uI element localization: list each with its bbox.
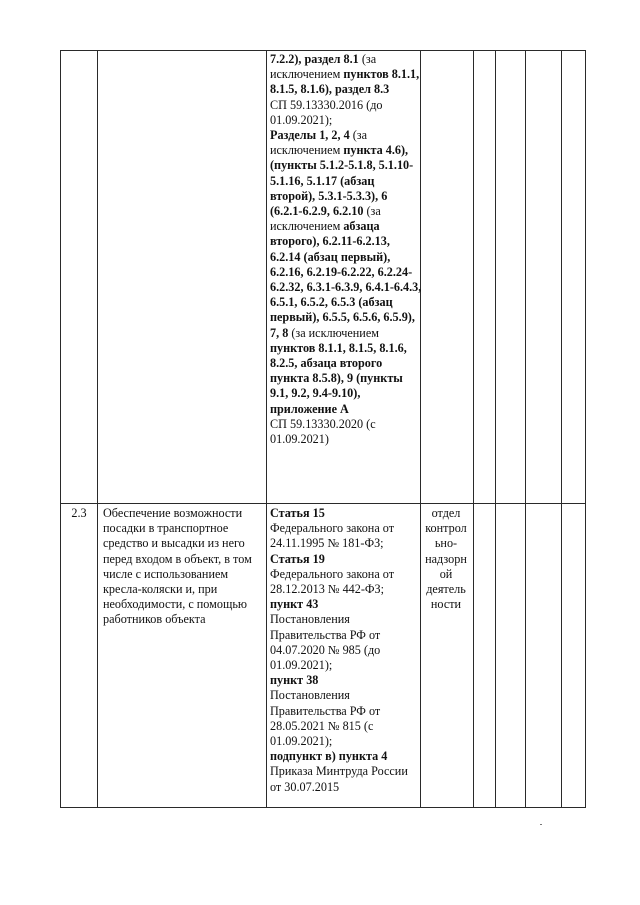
norm-reference-bold: пункта 4.6), (пункты 5.1.2-5.1.8, 5.1.10-5.1.16, 5.1.17 (абзац второй), 5.3.1-5.3.3), 6 (6.2.1-6.2.9, 6.2.10 (270, 143, 414, 219)
table-border (97, 50, 98, 807)
table-border (473, 50, 474, 807)
norm-reference-text: (за исключением (270, 52, 377, 82)
norm-reference-text: Приказа Минтруда России от 30.07.2015 (270, 764, 408, 794)
norm-reference-text: СП 59.13330.2016 (до 01.09.2021); (270, 97, 383, 127)
table-border (60, 807, 586, 808)
norm-reference-text: СП 59.13330.2020 (с 01.09.2021) (270, 416, 376, 447)
norm-reference-text: Федерального закона от 28.12.2013 № 442-ФЗ; (270, 566, 395, 597)
norm-reference-bold: пунктов 8.1.1, 8.1.5, 8.1.6, 8.2.5, абзаца второго пункта 8.5.8), 9 (пункты 9.1, 9.2, 9.4-9.10), приложение А (270, 340, 407, 416)
table-border (585, 50, 586, 807)
norm-reference-bold: абзаца второго), 6.2.11-6.2.13, 6.2.14 (абзац первый), 6.2.16, 6.2.19-6.2.22, 6.2.24-6.2.32, 6.3.1-6.3.9, 6.4.1-6.4.3, 6.5.1, 6.5.2, 6.5.3 (абзац первый), 6.5.5, 6.5.6, 6.5.9), 7, 8 (270, 219, 422, 340)
norms-cell-continued (270, 52, 422, 447)
table-border (561, 50, 562, 807)
table-border (60, 50, 61, 807)
norm-reference-bold: раздел 8.3 (335, 82, 390, 97)
norm-reference-bold: Статья 15 (270, 506, 325, 520)
norm-reference-text: (за исключением (270, 128, 368, 158)
table-border (60, 503, 586, 504)
norm-reference-text: Постановления Правительства РФ от 28.05.2021 № 815 (с 01.09.2021); (270, 688, 381, 749)
table-border (525, 50, 526, 807)
norm-reference-bold: 7.2.2), раздел 8.1 (270, 52, 359, 66)
scan-speck (540, 824, 542, 825)
row-number: 2.3 (71, 506, 87, 520)
norm-reference-bold: Статья 19 (270, 551, 325, 566)
table-border (60, 50, 586, 51)
norm-reference-bold: подпункт в) пункта 4 (270, 749, 388, 764)
requirement-description: Обеспечение возможности посадки в транспортное средство и высадки из него перед входом в объект, в том числе с использованием кресла-коляски и, при необходимости, с помощью работников объекта (103, 506, 252, 627)
table-border (266, 50, 267, 807)
norm-reference-text: Постановления Правительства РФ от 04.07.2020 № 985 (до 01.09.2021); (270, 612, 381, 673)
norm-reference-text: Федерального закона от 24.11.1995 № 181-ФЗ; (270, 521, 395, 551)
norm-reference-text: (за исключением (270, 204, 381, 234)
norm-reference-text: (за исключением (288, 325, 379, 340)
norm-reference-bold: Разделы 1, 2, 4 (270, 128, 350, 143)
norm-reference-bold: пунктов 8.1.1, 8.1.5, 8.1.6), (270, 67, 420, 97)
norm-reference-bold: пункт 43 (270, 597, 319, 612)
responsible-department: отдел контрол ьно-надзорн ой деятель ности (425, 506, 467, 612)
norms-cell (270, 506, 422, 795)
table-border (495, 50, 496, 807)
norm-reference-bold: пункт 38 (270, 673, 319, 688)
